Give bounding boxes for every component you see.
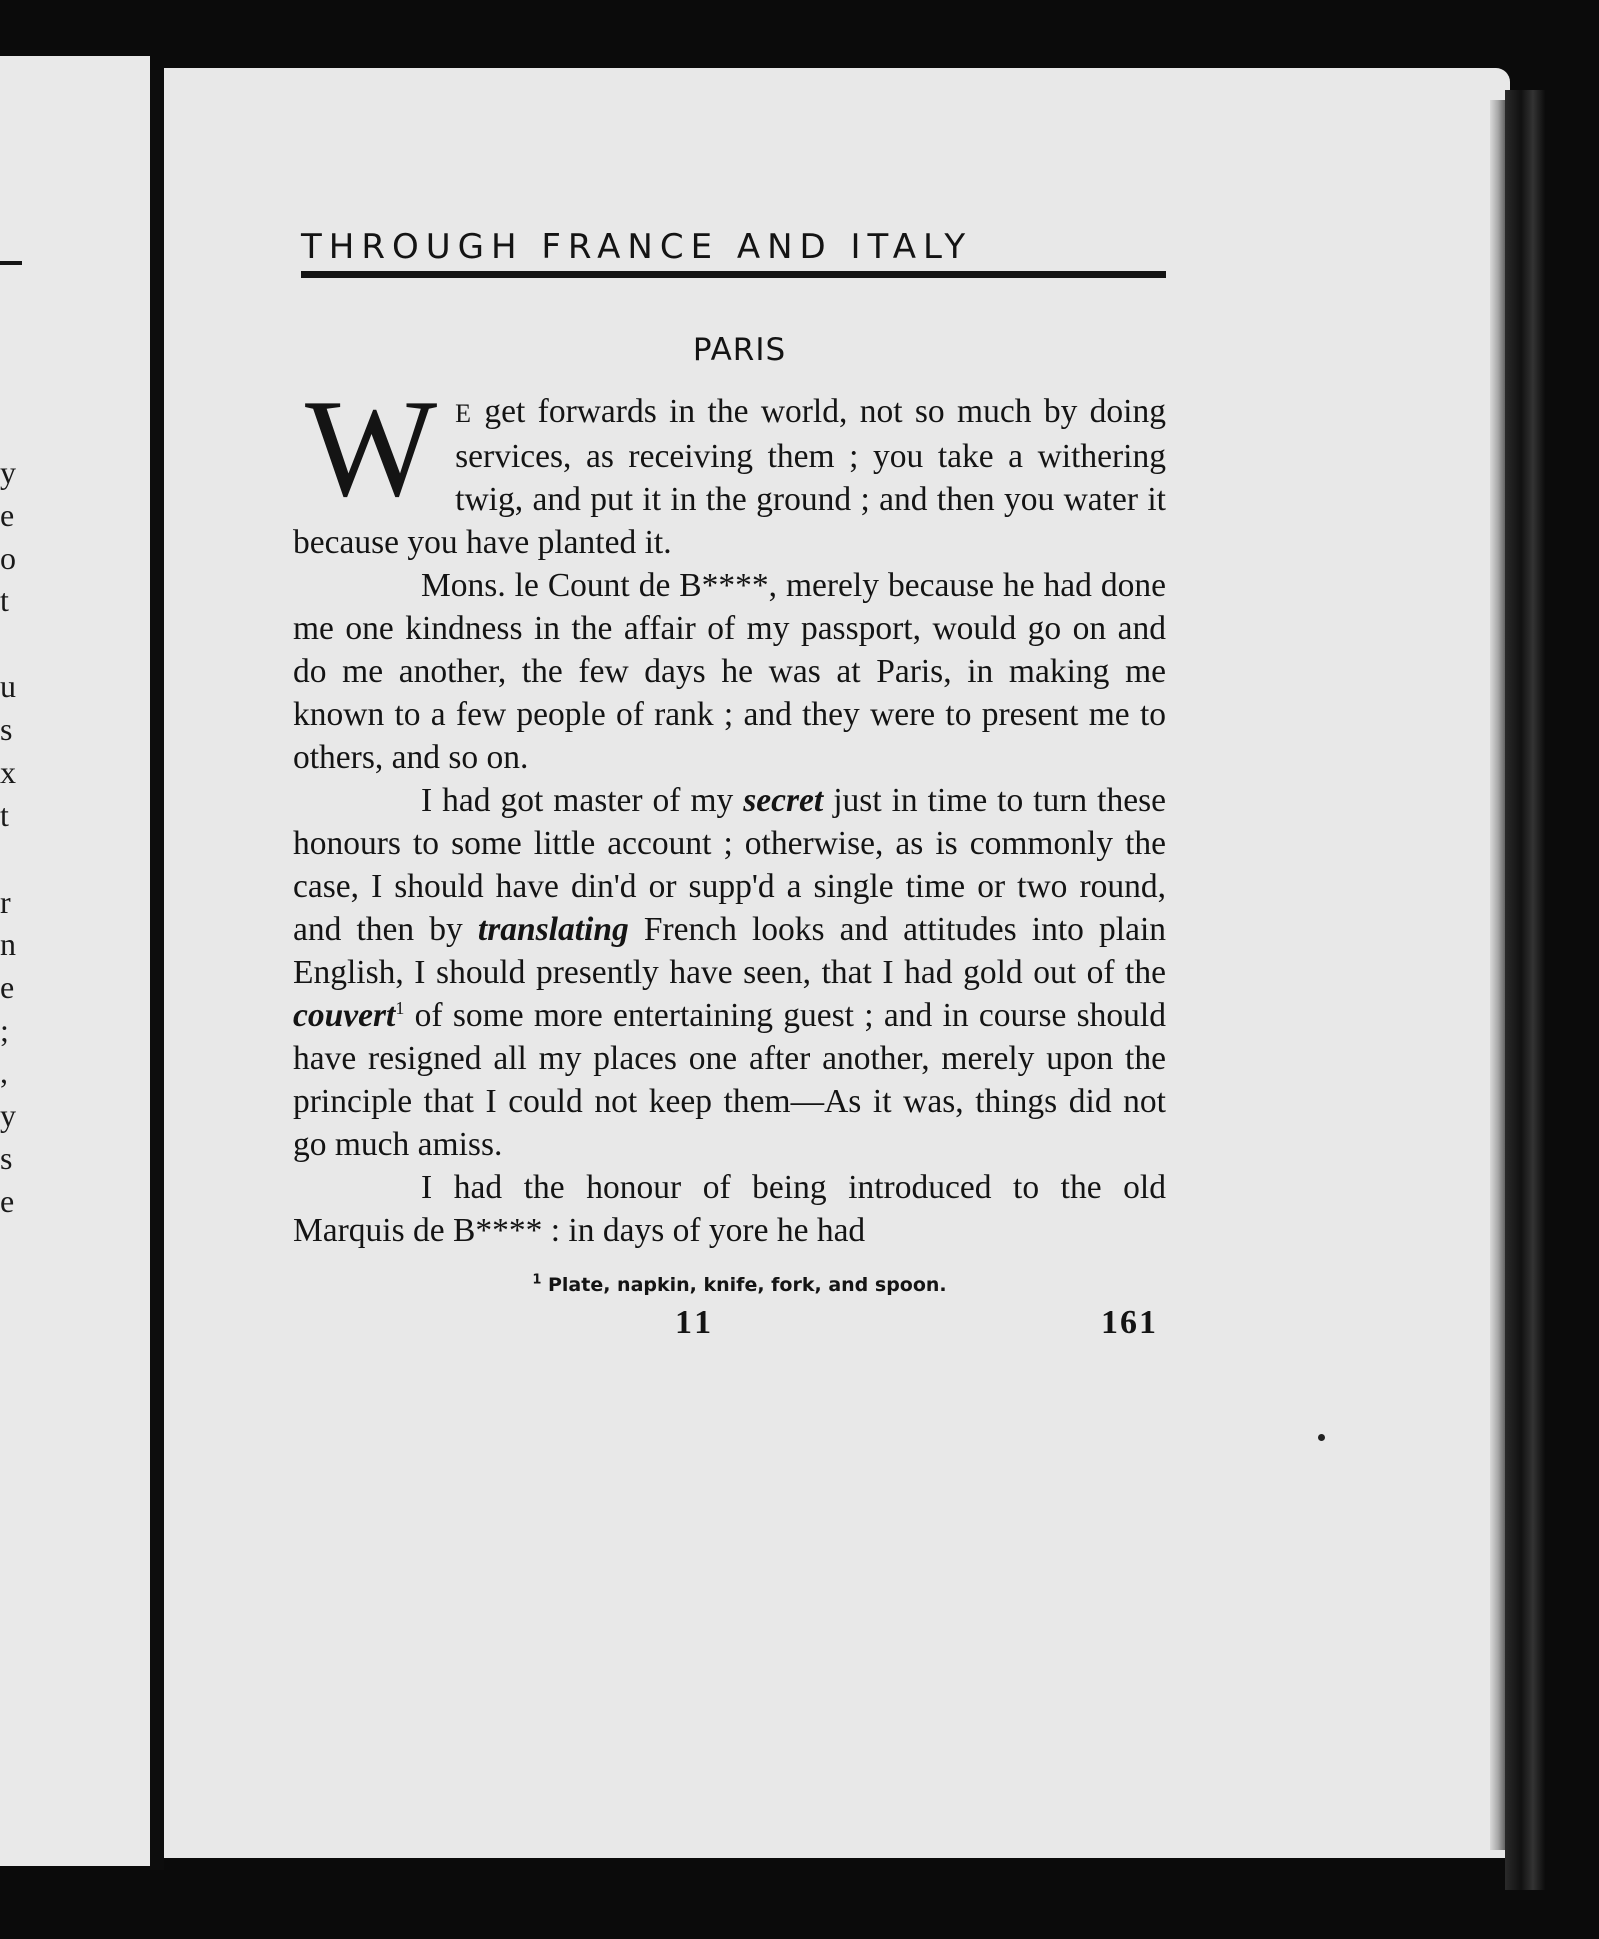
line-ending: u: [0, 668, 16, 704]
line-ending: o: [0, 540, 16, 576]
line-ending: y: [0, 1097, 16, 1133]
page-footer: [293, 1304, 1166, 1350]
paragraph-2: [293, 564, 1166, 779]
paragraph-text: French looks and attitudes into plain English, I should presently have seen, that I had gold out of the: [293, 911, 1166, 991]
paragraph-1: [293, 371, 1166, 564]
book-edge: [1505, 90, 1545, 1890]
section-title: PARIS: [692, 332, 787, 368]
signature-mark: 11: [675, 1304, 716, 1341]
line-ending: s: [0, 711, 13, 747]
footnote-reference[interactable]: 1: [395, 997, 405, 1018]
line-ending: e: [0, 1183, 15, 1219]
facing-page-left: [0, 56, 150, 1866]
book-gutter: [150, 70, 164, 1870]
line-ending: ,: [0, 1054, 8, 1090]
line-ending: e: [0, 497, 15, 533]
facing-page-rule: [0, 261, 22, 265]
line-ending: y: [0, 454, 16, 490]
drop-cap-lead: E: [455, 399, 473, 428]
paragraph-text: get forwards in the world, not so much by doing services, as receiving them ; you take a withering twig, and put it in the ground ; and then you water it because you have planted it.: [293, 393, 1166, 561]
paragraph-text: I had the honour of being introduced to the old Marquis de B**** : in days of yore he had: [293, 1169, 1166, 1249]
italic-word: translating: [477, 911, 629, 948]
paragraph-text: just in time to turn these honours to some little account ; otherwise, as is commonly the case, I should have din'd or supp'd a single time or two round, and then by: [293, 782, 1167, 948]
italic-word: secret: [743, 782, 824, 819]
body-text: [293, 371, 1167, 1252]
paragraph-3: [293, 779, 1166, 1166]
italic-word: couvert: [293, 997, 396, 1034]
page-edge-shadow: [1490, 100, 1506, 1850]
page-number: 161: [1101, 1304, 1158, 1341]
line-ending: e: [0, 969, 15, 1005]
footnote-text: Plate, napkin, knife, fork, and spoon.: [541, 1274, 947, 1296]
line-ending: r: [0, 884, 11, 920]
line-ending: s: [0, 1140, 13, 1176]
paragraph-text: I had got master of my: [421, 782, 744, 819]
line-ending: x: [0, 754, 16, 790]
running-head-rule: [301, 271, 1166, 278]
paragraph-4: [293, 1166, 1166, 1252]
line-ending: ;: [0, 1012, 9, 1048]
running-head: THROUGH FRANCE AND ITALY: [301, 227, 973, 267]
line-ending: t: [0, 582, 9, 618]
paragraph-text: Mons. le Count de B****, merely because he had done me one kindness in the affair of my passport, would go on and do me another, the few days he was at Paris, in making me known to a few people of rank ; and they were to present me to others, and so on.: [293, 567, 1166, 776]
line-ending: n: [0, 926, 16, 962]
line-ending: t: [0, 797, 9, 833]
drop-cap: W: [305, 371, 438, 526]
footnote: [293, 1274, 1166, 1296]
page-content: [293, 215, 1166, 1350]
corner-scan-mark: [1545, 20, 1585, 60]
ink-dot: [1318, 1434, 1325, 1441]
footnote-marker: 1: [532, 1272, 542, 1288]
paragraph-text: of some more entertaining guest ; and in course should have resigned all my places one after another, merely upon the principle that I could not keep them—As it was, things did not go much amiss.: [293, 997, 1166, 1163]
